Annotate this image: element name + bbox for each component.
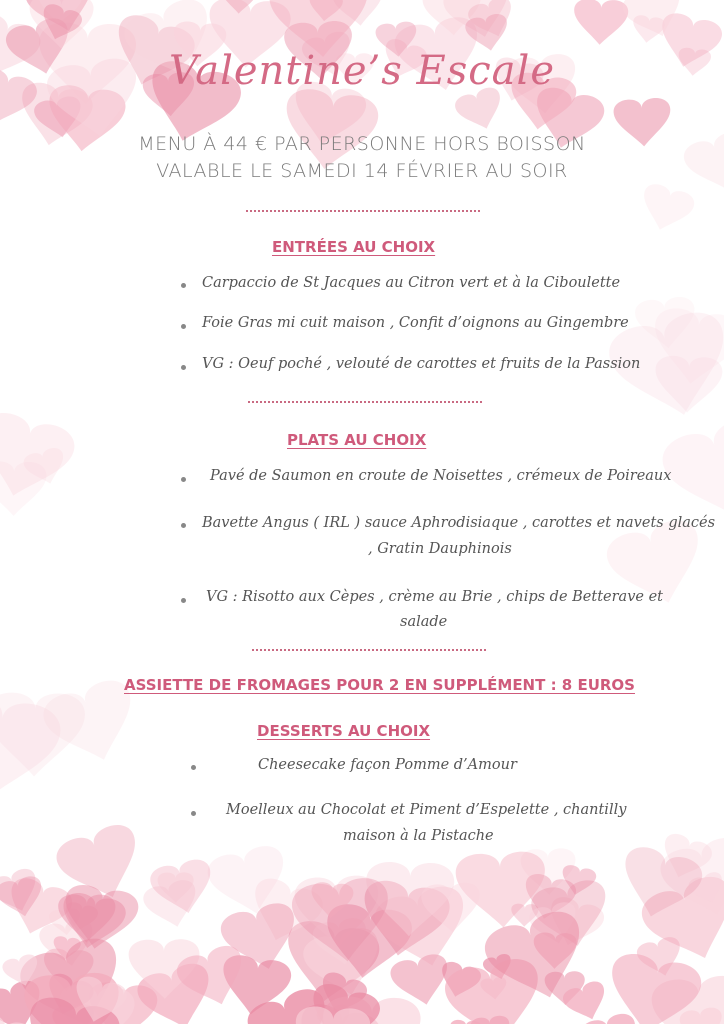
heart-decoration [573, 0, 629, 46]
divider [252, 649, 486, 651]
bullet [181, 598, 186, 603]
desserts-heading: DESSERTS AU CHOIX [257, 722, 431, 740]
plat-item: Bavette Angus ( IRL ) sauce Aphrodisiaque , carottes et navets glacés [202, 515, 716, 531]
plats-heading: PLATS AU CHOIX [287, 431, 427, 449]
bullet [191, 765, 196, 770]
heart-decoration [635, 181, 697, 237]
dessert-item: Moelleux au Chocolat et Piment d’Espelette , chantilly [226, 802, 627, 818]
entree-item: Carpaccio de St Jacques au Citron vert et à la Ciboulette [202, 275, 621, 291]
dessert-item: Cheesecake façon Pomme d’Amour [258, 757, 517, 773]
heart-decoration [0, 408, 79, 508]
bullet [181, 523, 186, 528]
plat-item: Pavé de Saumon en croute de Noisettes , crémeux de Poireaux [210, 468, 672, 484]
bullet [181, 324, 186, 329]
price-line: MENU À 44 € PAR PERSONNE HORS BOISSON [138, 133, 586, 155]
bullet [181, 365, 186, 370]
entrees-heading: ENTRÉES AU CHOIX [272, 238, 436, 256]
plat-item: VG : Risotto aux Cèpes , crème au Brie , chips de Betterave et [206, 589, 663, 605]
dessert-item-continued: maison à la Pistache [343, 828, 494, 844]
entree-item: Foie Gras mi cuit maison , Confit d’oignons au Gingembre [202, 315, 629, 331]
bullet [181, 477, 186, 482]
bullet [181, 283, 186, 288]
plat-item-continued: salade [400, 614, 448, 630]
date-line: VALABLE LE SAMEDI 14 FÉVRIER AU SOIR [156, 160, 568, 182]
page-title: Valentine’s Escale [169, 48, 555, 94]
entree-item: VG : Oeuf poché , velouté de carottes et fruits de la Passion [202, 356, 641, 372]
divider [246, 210, 480, 212]
bullet [191, 811, 196, 816]
plat-item-continued: , Gratin Dauphinois [368, 541, 512, 557]
divider [248, 401, 482, 403]
fromages-heading: ASSIETTE DE FROMAGES POUR 2 EN SUPPLÉMENT : 8 EUROS [124, 676, 635, 694]
